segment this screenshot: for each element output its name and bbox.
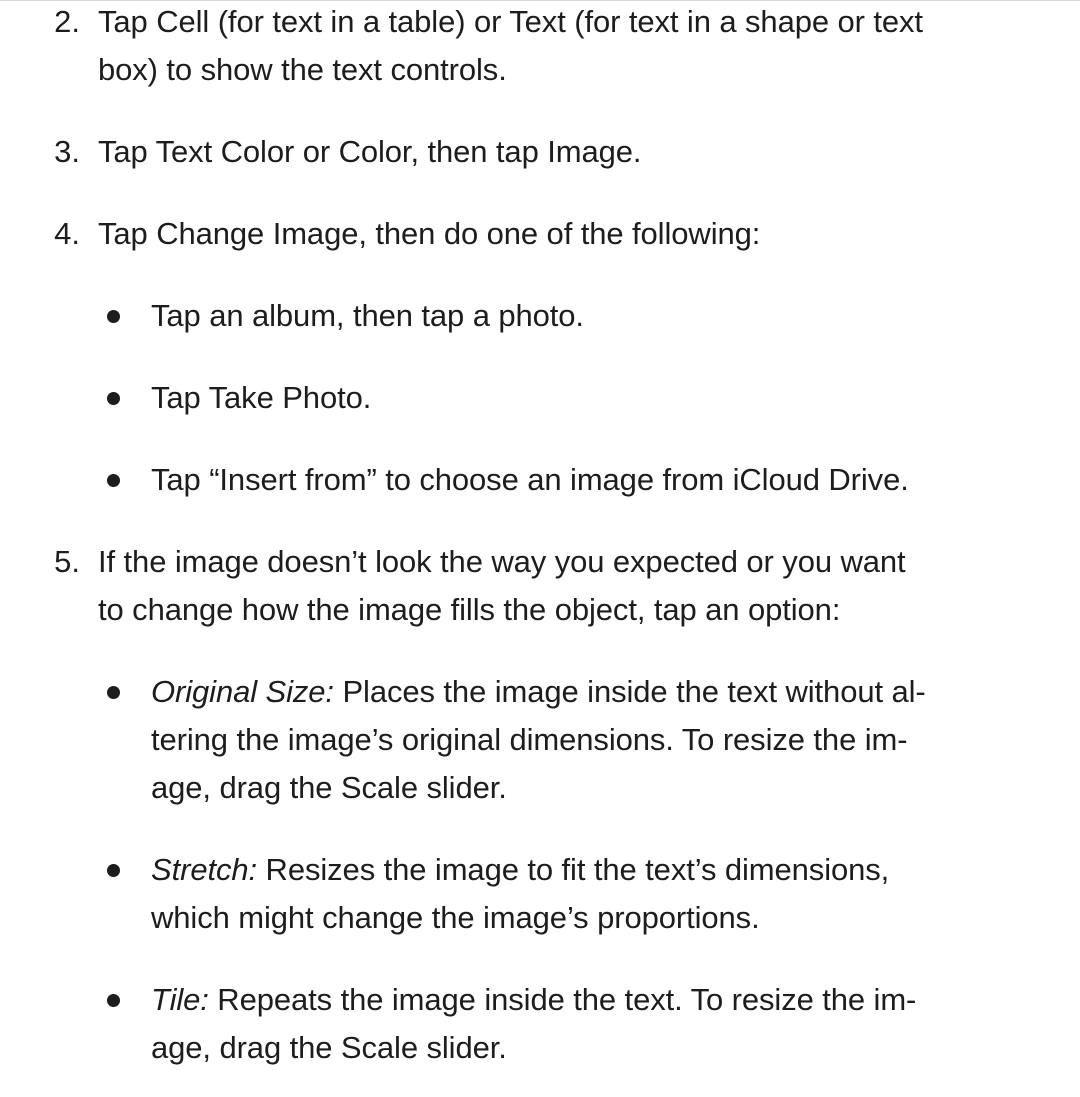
bullet-dot xyxy=(107,994,120,1007)
bullet-text xyxy=(151,668,926,716)
bullet-text: Tap Take Photo. xyxy=(151,380,372,415)
step-number: 3. xyxy=(54,134,80,169)
step-number: 5. xyxy=(54,544,80,579)
bullet-dot xyxy=(107,686,120,699)
step-text: box) to show the text controls. xyxy=(98,52,507,87)
bullet-dot xyxy=(107,392,120,405)
step-text: Tap Text Color or Color, then tap Image. xyxy=(98,134,642,169)
bullet-dot xyxy=(107,310,120,323)
option-term: Tile: xyxy=(151,982,209,1017)
step-text: Tap Change Image, then do one of the following: xyxy=(98,216,761,251)
step-text: to change how the image fills the object, tap an option: xyxy=(98,592,841,627)
bullet-text: Tap an album, then tap a photo. xyxy=(151,298,584,333)
bullet-dot xyxy=(107,864,120,877)
bullet-text xyxy=(151,976,916,1024)
bullet-dot xyxy=(107,474,120,487)
step-number: 2. xyxy=(54,4,80,39)
bullet-text: age, drag the Scale slider. xyxy=(151,1030,507,1065)
option-description: Resizes the image to fit the text’s dimensions, xyxy=(257,852,890,887)
option-description: Places the image inside the text without al- xyxy=(333,674,926,709)
bullet-text: Tap “Insert from” to choose an image from iCloud Drive. xyxy=(151,462,909,497)
option-term: Original Size: xyxy=(151,674,334,709)
option-description: Repeats the image inside the text. To resize the im- xyxy=(208,982,917,1017)
step-number: 4. xyxy=(54,216,80,251)
bullet-text: age, drag the Scale slider. xyxy=(151,770,507,805)
bullet-text: tering the image’s original dimensions. To resize the im- xyxy=(151,722,908,757)
option-term: Stretch: xyxy=(151,852,258,887)
bullet-text xyxy=(151,846,889,894)
step-text: If the image doesn’t look the way you expected or you want xyxy=(98,544,906,579)
step-text: Tap Cell (for text in a table) or Text (for text in a shape or text xyxy=(98,4,923,39)
bullet-text: which might change the image’s proportions. xyxy=(151,900,760,935)
